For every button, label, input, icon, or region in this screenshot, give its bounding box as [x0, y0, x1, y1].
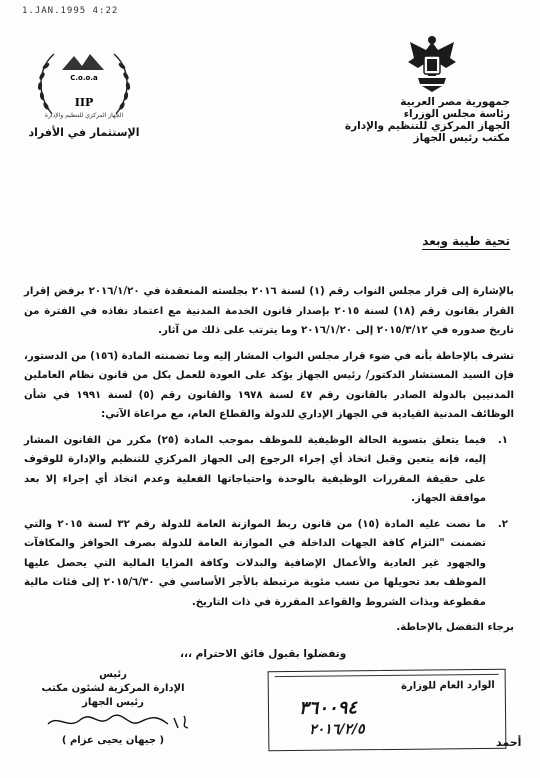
- signatory-name: ( جيهان يحيى عزام ): [61, 735, 165, 746]
- stamp-number: ٣٦٠٠٩٤: [298, 697, 358, 719]
- list-item-text: ما نصت عليه المادة (١٥) من قانون ربط الموازنة العامة للدولة رقم ٣٢ لسنة ٢٠١٥ والتي تضمنت "التزام كافة الجهات الداخلة في الموازنة العامة للدولة بصرف الحوافز والمكافآت والجهود غير العادية والأعمال الإضافية والبدلات وكافة المزايا المالية التي يحصل عليها الموظف بعد تحويلها من نسب مئوية مرتبطة بالأجر الأساسي في ٢٠١٥/٦/٣٠ إلى فئات مالية مقطوعة وبذات الشروط والقواعد المقررة في ذات التاريخ.: [24, 518, 486, 608]
- list-item-number: ٢.: [497, 518, 508, 530]
- entity-line-4: مكتب رئيس الجهاز: [413, 132, 510, 144]
- list-item: [24, 515, 514, 613]
- letter-body: [24, 282, 514, 644]
- signature-block: [28, 668, 198, 748]
- logo-title: الإستثمار في الأفراد: [28, 126, 140, 139]
- signatory-role: رئيس: [99, 669, 127, 680]
- paragraph-notice: تشرف بالإحاطة بأنه في ضوء قرار مجلس النواب المشار إليه وما تضمنته المادة (١٥٦) من الدستور، فإن السيد المستشار الدكتور/ رئيس الجهاز يؤكد على العودة للعمل بكل من قانون نظام العاملين المدنيين بالدولة الصادر بالقانون رقم ٤٧ لسنة ١٩٧٨ والقانون رقم (٥) لسنة ١٩٩١ في شأن الوظائف المدنية القيادية في الجهاز الإداري للدولة والقطاع العام، مع مراعاة الآتي:: [24, 350, 515, 420]
- list-item-number: ١.: [497, 434, 508, 446]
- footer-word: أحمد: [496, 736, 522, 749]
- issuing-entity: [290, 96, 510, 144]
- eagle-emblem-icon: [404, 32, 460, 94]
- entity-line-1: جمهورية مصر العربية: [400, 96, 510, 108]
- entity-line-3: الجهاز المركزي للتنظيم والإدارة: [344, 120, 510, 132]
- organization-logo: [24, 40, 144, 150]
- greeting: [422, 234, 510, 248]
- entity-line-2: رئاسة مجلس الوزراء: [403, 108, 510, 120]
- stamp-date: ٢٠١٦/٢/٥: [309, 721, 365, 738]
- logo-caption-sub: الجهاز المركزي للتنظيم والإدارة: [44, 112, 124, 119]
- greeting-text: تحية طيبة وبعد: [422, 234, 510, 248]
- logo-mark: IIP: [74, 96, 94, 109]
- fax-header: 1.JAN.1995 4:22: [22, 6, 119, 16]
- stamp-divider: [275, 674, 499, 677]
- paragraph-reference: بالإشارة إلى قرار مجلس النواب رقم (١) لسنة ٢٠١٦ بجلسته المنعقدة في ٢٠١٦/١/٢٠ برفض إقرار القرار بقانون رقم (١٨) لسنة ٢٠١٥ بإصدار قانون الخدمة المدنية مع اعتماد نفاذه في الفترة من تاريخ صدوره في ٢٠١٥/٣/١٢ إلى ٢٠١٦/١/٢٠ وما يترتب على ذلك من آثار.: [24, 286, 515, 336]
- handwritten-signature: [28, 712, 198, 732]
- signatory-department: الإدارة المركزية لشئون مكتب رئيس الجهاز: [41, 683, 185, 708]
- request-line: برجاء التفضل بالإحاطة.: [396, 622, 514, 633]
- closing-line: وتفضلوا بقبول فائق الاحترام ،،،: [180, 648, 347, 660]
- incoming-stamp: [268, 669, 507, 751]
- list-item: [24, 431, 514, 509]
- stamp-title: الوارد العام للوزارة: [401, 679, 495, 692]
- logo-caption-top: C.o.o.a: [70, 74, 98, 82]
- list-item-text: فيما يتعلق بتسوية الحالة الوظيفية للموظف بموجب المادة (٢٥) مكرر من القانون المشار إليه، فإنه يتعين وقبل اتخاذ أي إجراء الرجوع إلى الجهاز المركزي للتنظيم والإدارة للوقوف على حقيقة المقررات الوظيفية بالوحدة واحتياجاتها الفعلية وعدم اتخاذ أي إجراء إلا بعد موافقة الجهاز.: [24, 434, 486, 504]
